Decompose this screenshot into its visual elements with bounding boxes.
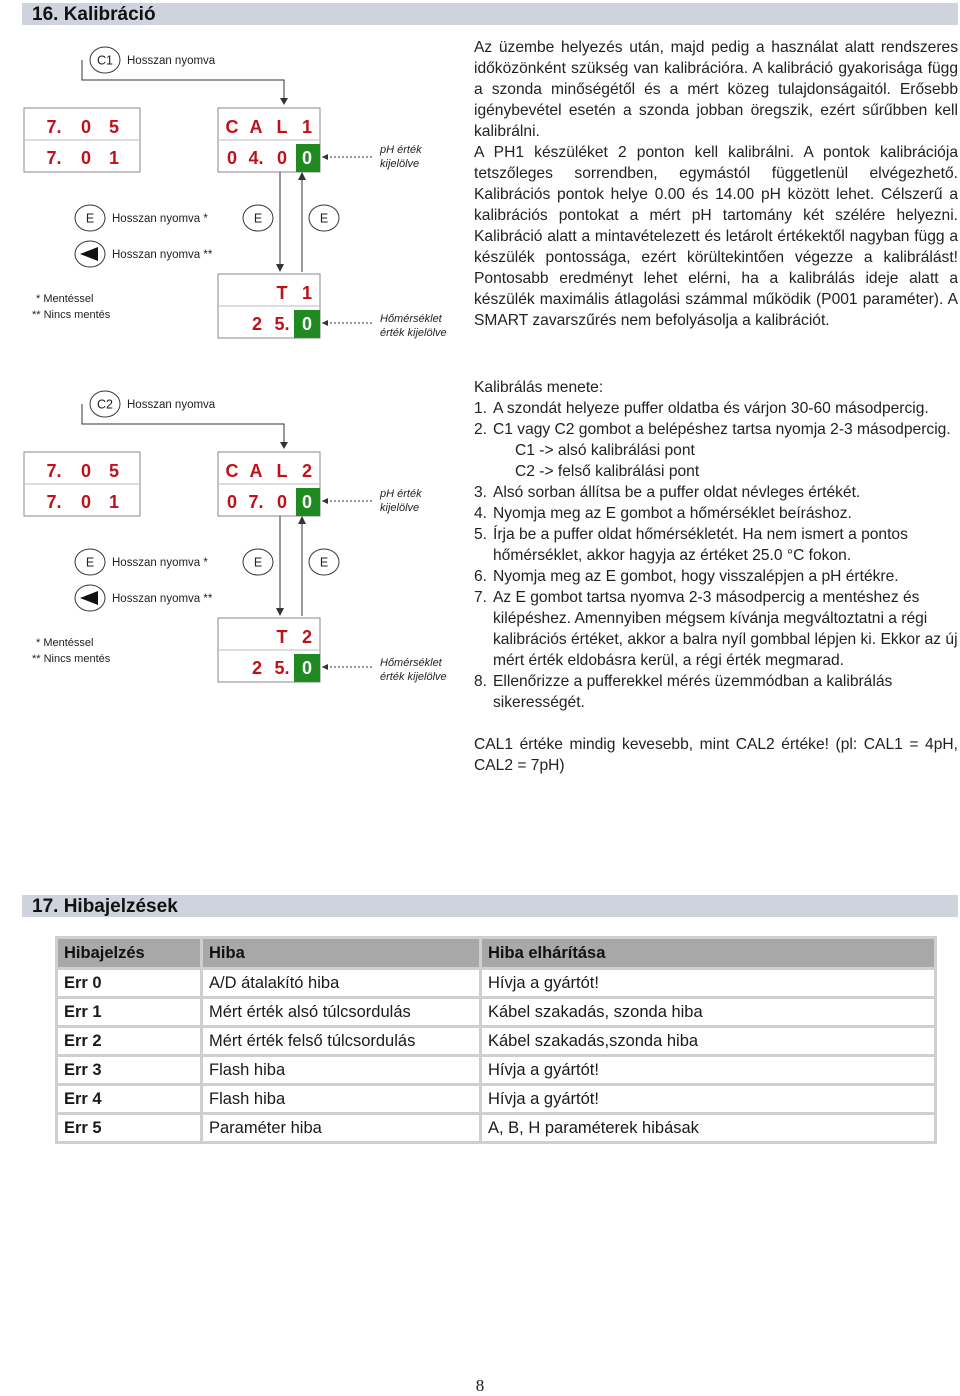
- cal-char: 0: [276, 492, 288, 512]
- cal-char: 0: [226, 148, 238, 168]
- cal-char: A: [249, 117, 263, 137]
- e-button[interactable]: [75, 549, 105, 575]
- page-number: 8: [475, 1376, 485, 1395]
- table-row: Err 1 Mért érték alsó túlcsordulás Kábel szakadás, szonda hiba: [58, 999, 934, 1025]
- e-button[interactable]: [243, 549, 273, 575]
- temp-char: T: [276, 283, 288, 303]
- measure-digit: 0: [80, 461, 92, 481]
- cal-char: 0: [301, 148, 313, 168]
- hold-nosave-label: Hosszan nyomva **: [112, 249, 213, 261]
- measure-display: [24, 452, 140, 516]
- measure-digit: 1: [108, 148, 120, 168]
- calibration-procedure: [474, 377, 958, 776]
- error-table: [55, 936, 937, 1144]
- temp-char: 5.: [274, 658, 290, 678]
- ph-note: kijelölve: [380, 158, 420, 170]
- column-header: Hiba elhárítása: [482, 939, 934, 967]
- e-button-label: E: [319, 211, 329, 226]
- procedure-step: 3. Alsó sorban állítsa be a puffer oldat névleges értékét.: [474, 484, 861, 501]
- cal-char: 4.: [248, 148, 264, 168]
- cal-char: A: [249, 461, 263, 481]
- cal-char: L: [276, 461, 288, 481]
- table-row: Err 2 Mért érték felső túlcsordulás Kábel szakadás,szonda hiba: [58, 1028, 934, 1054]
- measure-digit: 0: [80, 148, 92, 168]
- procedure-step: 4. Nyomja meg az E gombot a hőmérséklet beíráshoz.: [474, 505, 852, 522]
- measure-digit: 1: [108, 492, 120, 512]
- temp-char: 5.: [274, 314, 290, 334]
- c-button[interactable]: [90, 47, 120, 73]
- procedure-step: 2. C1 vagy C2 gombot a belépéshez tartsa nyomja 2-3 másodpercig. C1 -> alsó kalibrálási pont C2 -> felső kalibrálási pont: [474, 419, 958, 482]
- temp-char: 2: [251, 314, 263, 334]
- calibration-diagram-c2: [22, 384, 462, 704]
- cal-char: 1: [301, 117, 313, 137]
- cal-char: L: [276, 117, 288, 137]
- legend-nosave: ** Nincs mentés: [32, 653, 111, 665]
- legend-nosave: ** Nincs mentés: [32, 309, 111, 321]
- press-long-label: Hosszan nyomva: [127, 399, 216, 411]
- cal-char: 0: [301, 492, 313, 512]
- section-16-title: 16. Kalibráció: [32, 4, 156, 25]
- procedure-step: 5. Írja be a puffer oldat hőmérsékletét. Ha nem ismert a pontos hőmérséklet, akkor hagyja az értéket 25.0 °C fokon.: [474, 526, 908, 564]
- calibration-intro: [474, 37, 958, 331]
- column-header: Hiba: [203, 939, 479, 967]
- temp-note: érték kijelölve: [380, 327, 447, 339]
- section-16-bar: [22, 3, 958, 25]
- cal-char: 0: [276, 148, 288, 168]
- temp-note: Hőmérséklet: [380, 657, 442, 669]
- cal-char: 7.: [248, 492, 264, 512]
- back-arrow-button[interactable]: [75, 585, 105, 611]
- temperature-display: [218, 618, 320, 682]
- c2-note: C2 -> felső kalibrálási pont: [515, 463, 700, 480]
- section-17-title: 17. Hibajelzések: [32, 896, 178, 917]
- hold-save-label: Hosszan nyomva *: [112, 557, 208, 569]
- e-button-label: E: [253, 555, 263, 570]
- legend-save: * Mentéssel: [36, 293, 94, 305]
- procedure-heading: Kalibrálás menete:: [474, 379, 604, 396]
- e-button[interactable]: [309, 205, 339, 231]
- cal-display: [218, 452, 320, 516]
- measure-display: [24, 108, 140, 172]
- ph-note: kijelölve: [380, 502, 420, 514]
- e-button-label: E: [253, 211, 263, 226]
- hold-nosave-label: Hosszan nyomva **: [112, 593, 213, 605]
- legend-save: * Mentéssel: [36, 637, 94, 649]
- c-button-label: C1: [97, 53, 113, 68]
- temp-char: 0: [301, 314, 313, 334]
- table-row: Err 0 A/D átalakító hiba Hívja a gyártót!: [58, 970, 934, 996]
- measure-digit: 0: [80, 117, 92, 137]
- e-button[interactable]: [309, 549, 339, 575]
- cal-char: 2: [301, 461, 313, 481]
- procedure-step: 7. Az E gombot tartsa nyomva 2-3 másodpercig a mentéshez és kilépéshez. Amennyiben mégsem kívánja megváltoztatni a régi kalibrációs értéket, akkor a balra nyíl gombbal lépjen ki. Ekkor az új mért érték eldobásra kerül, a régi érték megmarad.: [474, 589, 958, 669]
- section-17-bar: [22, 895, 958, 917]
- c-button[interactable]: [90, 391, 120, 417]
- e-button-label: E: [85, 211, 95, 226]
- measure-digit: 7.: [46, 492, 62, 512]
- measure-digit: 7.: [46, 148, 62, 168]
- intro-paragraph-1: Az üzembe helyezés után, majd pedig a használat alatt rendszeres időközönként szükség van kalibrációra. A kalibráció gyakorisága függ a szonda minőségétől és a mért közeg tulajdonságaitól. Erősebb igénybevétel esetén a szonda jobban öregszik, ezért sűrűbben kell kalibrálni.: [474, 39, 958, 140]
- procedure-step: 1. A szondát helyeze puffer oldatba és várjon 30-60 másodpercig.: [474, 400, 929, 417]
- temp-note: érték kijelölve: [380, 671, 447, 683]
- calibration-closing-note: CAL1 értéke mindig kevesebb, mint CAL2 értéke! (pl: CAL1 = 4pH, CAL2 = 7pH): [474, 736, 958, 774]
- table-row: Err 5 Paraméter hiba A, B, H paraméterek hibásak: [58, 1115, 934, 1141]
- measure-digit: 5: [108, 461, 120, 481]
- measure-digit: 5: [108, 117, 120, 137]
- e-button-label: E: [319, 555, 329, 570]
- temperature-display: [218, 274, 320, 338]
- calibration-diagram-c1: [22, 40, 462, 360]
- measure-digit: 7.: [46, 117, 62, 137]
- ph-note: pH érték: [380, 488, 422, 500]
- cal-char: C: [225, 461, 239, 481]
- table-header-row: [58, 939, 934, 967]
- procedure-step: 6. Nyomja meg az E gombot, hogy visszalépjen a pH értékre.: [474, 568, 899, 585]
- temp-char: 2: [301, 627, 313, 647]
- cal-char: C: [225, 117, 239, 137]
- cal-char: 0: [226, 492, 238, 512]
- e-button[interactable]: [243, 205, 273, 231]
- measure-digit: 7.: [46, 461, 62, 481]
- back-arrow-button[interactable]: [75, 241, 105, 267]
- temp-char: 2: [251, 658, 263, 678]
- e-button-label: E: [85, 555, 95, 570]
- table-row: Err 3 Flash hiba Hívja a gyártót!: [58, 1057, 934, 1083]
- press-long-label: Hosszan nyomva: [127, 55, 216, 67]
- c1-note: C1 -> alsó kalibrálási pont: [515, 442, 695, 459]
- cal-display: [218, 108, 320, 172]
- procedure-step: 8. Ellenőrizze a pufferekkel mérés üzemmódban a kalibrálás sikerességét.: [474, 673, 893, 711]
- temp-note: Hőmérséklet: [380, 313, 442, 325]
- procedure-steps: [474, 398, 958, 713]
- table-row: Err 4 Flash hiba Hívja a gyártót!: [58, 1086, 934, 1112]
- ph-note: pH érték: [380, 144, 422, 156]
- e-button[interactable]: [75, 205, 105, 231]
- measure-digit: 0: [80, 492, 92, 512]
- intro-paragraph-2: A PH1 készüléket 2 ponton kell kalibrálni. A pontok kalibrációja tetszőleges sorrendben, egymástól függetlenül elvégezhető. Kalibrációs pontok helye 0.00 és 14.00 pH között lehet. Célszerű a kalibrációs pontokat a mért pH tartomány két szélére helyezni. Kalibráció alatt a mintavételezett és letárolt értékektől nagyban függ a készülék pontossága, ezért körültekintően végezze a kalibrálást! Pontosabb eredményt lehet elérni, ha a kalibrálás ideje alatt a készülék maximális átlagolási számmal működik (P001 paraméter). A SMART zavarszűrés nem befolyásolja a kalibrációt.: [474, 144, 958, 329]
- temp-char: 0: [301, 658, 313, 678]
- temp-char: T: [276, 627, 288, 647]
- hold-save-label: Hosszan nyomva *: [112, 213, 208, 225]
- column-header: Hibajelzés: [58, 939, 200, 967]
- c-button-label: C2: [97, 397, 113, 412]
- temp-char: 1: [301, 283, 313, 303]
